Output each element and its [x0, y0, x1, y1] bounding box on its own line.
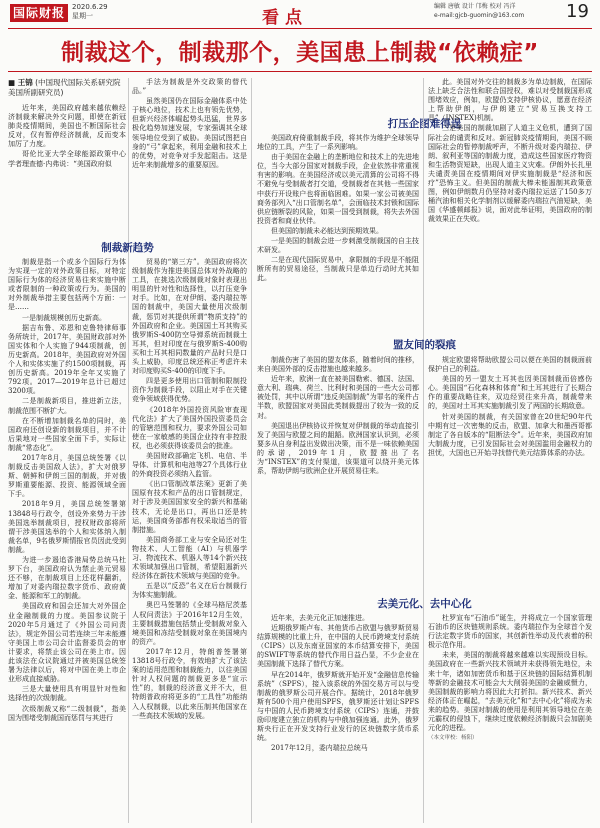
paragraph: 制裁是指一个或多个国际行为体为实现一定的对外政策目标，对特定国际行为体的经济贸易往来实施中断或者限制的一种政策或行为。美国的对外制裁举措主要包括两个方面：一是…… [8, 258, 126, 312]
article-column-3a [257, 134, 419, 334]
paragraph: 近年来，欧洲一直在被美国勒索、德国、法国、意大利、瑞典、荷兰、比利时和美国的一些大公司都被处罚，其中以所谓“违反美国制裁”为罪名的案件占半数，欧盟国家对美国此类制裁提出了较为一致的反对。 [257, 375, 419, 420]
paragraph: 次级制裁又称“二级制裁”，指美国为围堵受制裁国而惩罚与其进行 [8, 704, 126, 722]
article-column-4c [428, 614, 592, 823]
paragraph: 近年来，美国政府越来越依赖经济制裁来解决外交问题，即使在新冠肺炎疫情期间，美国也不断国际社会反对，仅有暂停经济制裁，反而变本加厉了力度。 [8, 104, 126, 149]
author-byline [8, 78, 126, 98]
paragraph: 四是更多使用出口管制和限制投资作为制裁手段，以阻止对手在关键竞争领域获得优势。 [132, 377, 247, 404]
paragraph: 美国商务部工业与安全局还对生物技术、人工智能（AI）与机器学习、物流技术、机器人等14个新兴技术领域加强出口管制，希望阻遏新兴经济体在新技术领域与美国的竞争。 [132, 535, 247, 581]
paragraph: 奥巴马签署的《全球马格尼茨基人权问责法》于2016年12月生效，主要制裁措施包括禁止受制裁对象入境美国和冻结受制裁对象在美国境内的资产。 [132, 601, 247, 646]
paragraph: 二是制裁新项目，推进新立法，制裁范围不断扩大。 [8, 397, 126, 415]
paragraph: 美国政府倚重制裁手段，将其作为维护全球领导地位的工具，产生了一系列影响。 [257, 134, 419, 152]
article-column-4b [428, 356, 592, 586]
editor-credits: 编辑 唐敏 设计 邝梅 校对 冯洋 [434, 3, 516, 10]
issue-date-block [72, 3, 108, 21]
article-column-2-top [132, 78, 247, 238]
paragraph: 三是美国的制裁加剧了人道主义危机，遭到了国际社会的谴责和反对。新冠肺炎疫情期间，美国不顾国际社会的暂停制裁呼声，不断升级对委内瑞拉、伊朗、叙利亚等国的制裁力度，造成这些国家医疗物资和生活物资短缺，出现人道主义灾难。伊朗外长扎里夫谴责美国在疫情期间对伊实施制裁是“经济和医疗”恐怖主义。但美国的制裁大棒未能遏制其政策意图，例如伊朗数月仍坚持对委内瑞拉运送了150多万桶汽油和相关化学制剂以缓解委内瑞拉汽油短缺，美国《华盛顿邮报》说，面对此举证明，美国政府的制裁效果正在失败。 [428, 124, 592, 224]
paragraph: 为进一步遏追香港局势总统马杜罗下台，美国政府认为禁止美元贸易还不够，在制裁项目上还花样翻新，增加了对委内瑞拉数字货币、政府黄金、能源和军工的制裁。 [8, 556, 126, 601]
article-column-4a [428, 78, 592, 334]
paragraph: 规定欧盟将帮助欧盟公司以便在美国的制裁面前保护自己的利益。 [428, 356, 592, 374]
article-column-3b [257, 356, 419, 586]
paragraph: 美国财政部确定飞机、电信、半导体、计算机和电池等27个具体行业的外商投资必须纳入监管。 [132, 451, 247, 479]
paragraph: 由于美国在金融上的垄断地位和技术上的先进地位，当今大部分国家对制裁手段，企业依然非常重视有害的影响。在美国经济或以美元清算的公司将不得不避免与受制裁者打交道，受制裁者在其他一些国家中获行开设账户也将面临困难。如果一家公司被美国商务部列入“出口管制名单”，会面临技术封锁和国际供应链断裂的风险，如果一国受到制裁，将失去外国投资者和商业伙伴。 [257, 153, 419, 225]
paragraph: 三是大量使用具有明显针对性和选择性的次级制裁。 [8, 685, 126, 703]
section-title: 看点 [262, 8, 308, 28]
paragraph: 据吉布鲁、邓恩和克鲁特律师事务所统计，2017年，美国财政部对外国实体和个人实施了944项制裁，创历史新高。2018年，美国政府对外国个人和实体实施了约1500项制裁，再创历史新高。2019年全年又实施了792项。2017—2019年总计已超过3200项。 [8, 323, 126, 396]
section-heading-block [257, 594, 592, 612]
paragraph: 美国的另一盟友土耳其也因美国制裁而倍感伤心。美国国“石化森林和体育”和土耳其进行了长期合作的重要战略往来，双边经贸往来升高，制裁带来的，美国对土耳其实施制裁引发了两国的长期敌意。 [428, 375, 592, 411]
paragraph: 针对美国的制裁，有关国家曾在20世纪90年代中期有过一次密集的反击，欧盟、加拿大和墨西哥都制定了各自版本的“阻断法令”。近年来，美国政府加大制裁力度，已引发国际社会对美国滥用金融权力的担忧，大国也已开始寻找替代美元结算体系的办法。 [428, 412, 592, 457]
article-column-3c [257, 614, 419, 823]
author-name: ■ 王锦 [8, 78, 33, 87]
paragraph: 制裁伤害了美国的盟友体系，随着时间的推移，来自美国外部的反击措施也越来越多。 [257, 356, 419, 374]
paragraph: 杜罗宣布“石油币”诞生，并将成立一个国家管理石油币的区块链规则系统。委内瑞拉作为全球首个发行法定数字货币的国家，其创新性举动及代表着的积极示范作用。 [428, 614, 592, 650]
article-column-2-lower [132, 258, 247, 823]
paragraph: 一是美国的制裁会进一步刺激受制裁国的自主技术研发。 [257, 237, 419, 255]
paragraph: 五是以“反恐”名义在后台制裁行为体实施制裁。 [132, 582, 247, 600]
paragraph: 近年来，去美元化正加速推进。 [271, 614, 369, 622]
paragraph: 《出口管制改革法案》更新了美国原有技术和产品的出口管制规定，对于涉及美国国家安全的新兴和基础技术，无论是出口，再出口还是转运，美国商务部都有权采取适当的管制措施。 [132, 480, 247, 534]
paragraph: 在不断增加制裁名单的同时，美国政府还创设新的制裁项目，并不计后果地对一些国家全面下手，实际让制裁“常态化”。 [8, 416, 126, 452]
issue-date: 2020.6.29 [72, 3, 108, 11]
paragraph: 哥伦比亚大学全球能源政策中心学者理查德·内弗说：“美国政府似 [8, 150, 126, 168]
paragraph: 手法为制裁是外交政策的替代品。” [132, 78, 247, 96]
newspaper-logo: 国际财报 [10, 4, 68, 22]
headline-rule [8, 71, 592, 72]
paragraph: 美国政府和国会还加大对外国企业金融制裁的力度。美国参议院于2020年5月通过了《外国公司问责法》，规定外国公司若连续三年未能遵守美国上市公司会计监督委员会的审计要求，将禁止该公司在美上市。因此该法在众议院通过并被美国总统签署为法律以后，将对中国在美上市企业形成直接威胁。 [8, 602, 126, 684]
paragraph: 未来，美国的制裁将越来越难以实现预设目标。美国政府在一些新兴技术领域并未获得领先地位，未来十年，诸如加密货币和基于区块链的国际结算机制等新的金融技术可能会大大削弱美国的金融威慑力，美国制裁的影响力将因此大打折扣。新兴技术、新兴经济体正在崛起，“去美元化”和“去中心化”将成为未来的趋势。美国对制裁的使用是利用其领导地位在美元霸权的侵蚀下，继续过度依赖经济制裁只会加剧美元化的进程。 [428, 651, 592, 733]
column-divider [251, 78, 252, 823]
article-column-1-lower [8, 258, 126, 823]
header-rule [8, 28, 592, 29]
headline: 制裁这个，制裁那个，美国患上制裁“依赖症” [61, 40, 539, 66]
paragraph: 2017年8月，美国总统签署《以制裁反击美国敌人法》，扩大对俄罗斯、朝鲜和伊朗三国的制裁，并对俄罗斯重要能源、投资、能源领域全面下手。 [8, 453, 126, 499]
issue-weekday: 星期一 [72, 12, 93, 20]
paragraph: 2017年12月，特朗普签署第13818号行政令，有效地扩大了该法案的适用范围和制裁能力，以往美国针对人权问题的制裁更多是“宣示性”的，制裁的经济意义并不大，但特朗普政府将更多的“工具性”功能纳入人权制裁，以此来压制其他国家在一些高技术领域的发展。 [132, 647, 247, 720]
section-heading-alliance-rift: 盟友间的裂痕 [393, 339, 456, 351]
editor-credits-block [434, 2, 524, 20]
section-heading-suppression: 打压企图难得逞 [387, 118, 462, 130]
paragraph: 2017年12月，委内瑞拉总统马 [271, 744, 368, 753]
author-affiliation: (中国现代国际关系研究院美国所副研究员) [8, 78, 121, 97]
paragraph: 《2018年外国投资风险审查现代化法》扩大了美国外国投资委员会的管辖范围和权力，要求外国公司如使在一家敏感的美国企业持有非控股权，也必须获得该委员会的批准。 [132, 405, 247, 450]
paragraph: 一是制裁规模创历史新高。 [22, 313, 106, 322]
paragraph: 此。美国对外交往的制裁多为单边制裁，在国际法上缺乏合法性和联合国授权，难以对受制裁国形成围堵效应，例如，欧盟仍支持伊核协议，愿意在经济上帮助伊朗，与伊朗建立“贸易互换支持工具”（INSTEX)机制。 [428, 78, 592, 123]
paragraph: 美国退出伊核协议并恢复对伊制裁的举动直接引发了美国与欧盟之间的龃龉。欧洲国家认识到，必须要多从自身利益出发做出决策，而不是一味依赖美国的承诺，2019年1月，欧盟推出了名为“INSTEX”的支付渠道，该渠道可以绕开美元体系，帮助伊朗与欧洲企业开展贸易往来。 [257, 421, 419, 476]
section-heading-trends: 制裁新趋势 [101, 242, 154, 254]
masthead [0, 0, 600, 28]
section-heading-block [257, 335, 592, 353]
paragraph: 2018年9月，美国总统签署第13848号行政令，创设外来势力干涉美国选举制裁项目，授权财政部将所谓干涉美国选举的个人和实体纳入制裁名单，9名俄罗斯情报官员因此受到制裁。 [8, 500, 126, 554]
paragraph: 贸易的“第三方”。美国政府将次级制裁作为推进美国总体对外战略的工具，在挑选次级制裁对象时表现出明显的针对性和选择性，以打压竞争对手。比如，在对伊朗、委内瑞拉等国的制裁中，美国大量使用次级制裁，惩罚对其提供所谓“物质支持”的外国政府和企业。美国国土耳其购买俄罗斯S-400防空导弹系统而制裁土耳其，但对印度在与俄罗斯S-400购买和土耳其相同数量的产品时只是口头上威胁，印度总统还称正考虑许未对印度购买S-400的印度下手。 [132, 258, 247, 376]
paragraph: 二是在现代国际贸易中，拿限制的手段是不能阻断所有的贸易途径，当制裁只是单边行动时尤其如此。 [257, 256, 419, 283]
page-number: 19 [566, 1, 589, 22]
paragraph: 虽然美国仍在国际金融体系中处于核心地位，技术上也有领先优势，但新兴经济体崛起势头迅猛，世界多极化趋势加速发展，专家强调其全球领导地位受到了威胁。美国试图把自身的“弓”拿起来，利用金融和技术上的优势，对竞争对手发起阻击。这是近年来制裁增多的重要原因。 [132, 97, 247, 169]
editor-note: （本文审校：杨阳） [428, 735, 478, 742]
paragraph: 但美国的制裁未必能达到预期效果。 [271, 226, 383, 235]
section-heading-de-dollarization: 去美元化、去中心化 [377, 598, 472, 610]
contact-email: e-mail:gjcb-guomin@163.com [434, 12, 525, 19]
column-divider [423, 78, 424, 823]
section-heading-block [8, 238, 247, 256]
paragraph: 近期俄罗斯卢布、其他货币占欧盟与俄罗斯贸易结算规模的比重上升，在中国的人民币跨境支付系统（CIPS）以及东南亚国家的本币结算安排下，美国的SWIFT等系统的替代作用日益凸显，不少企业在美国制裁下选择了替代方案。 [257, 624, 419, 669]
column-divider [128, 78, 129, 823]
paragraph: 早在2014年，俄罗斯就开始开发“金融信息传输系统”（SPFS），接入该系统的外国交易方可以与受制裁的俄罗斯公司开展合作。据统计，2018年俄罗斯有500个用户使用SPFS，俄罗斯还计划让SPFS与中国的人民币跨境支付系统（CIPS）连通，并鼓励印度建立独立的机构与中俄加强连通。此外，俄罗斯央行正在开发支持行业发行的区块链数字货币系统。 [257, 670, 419, 743]
